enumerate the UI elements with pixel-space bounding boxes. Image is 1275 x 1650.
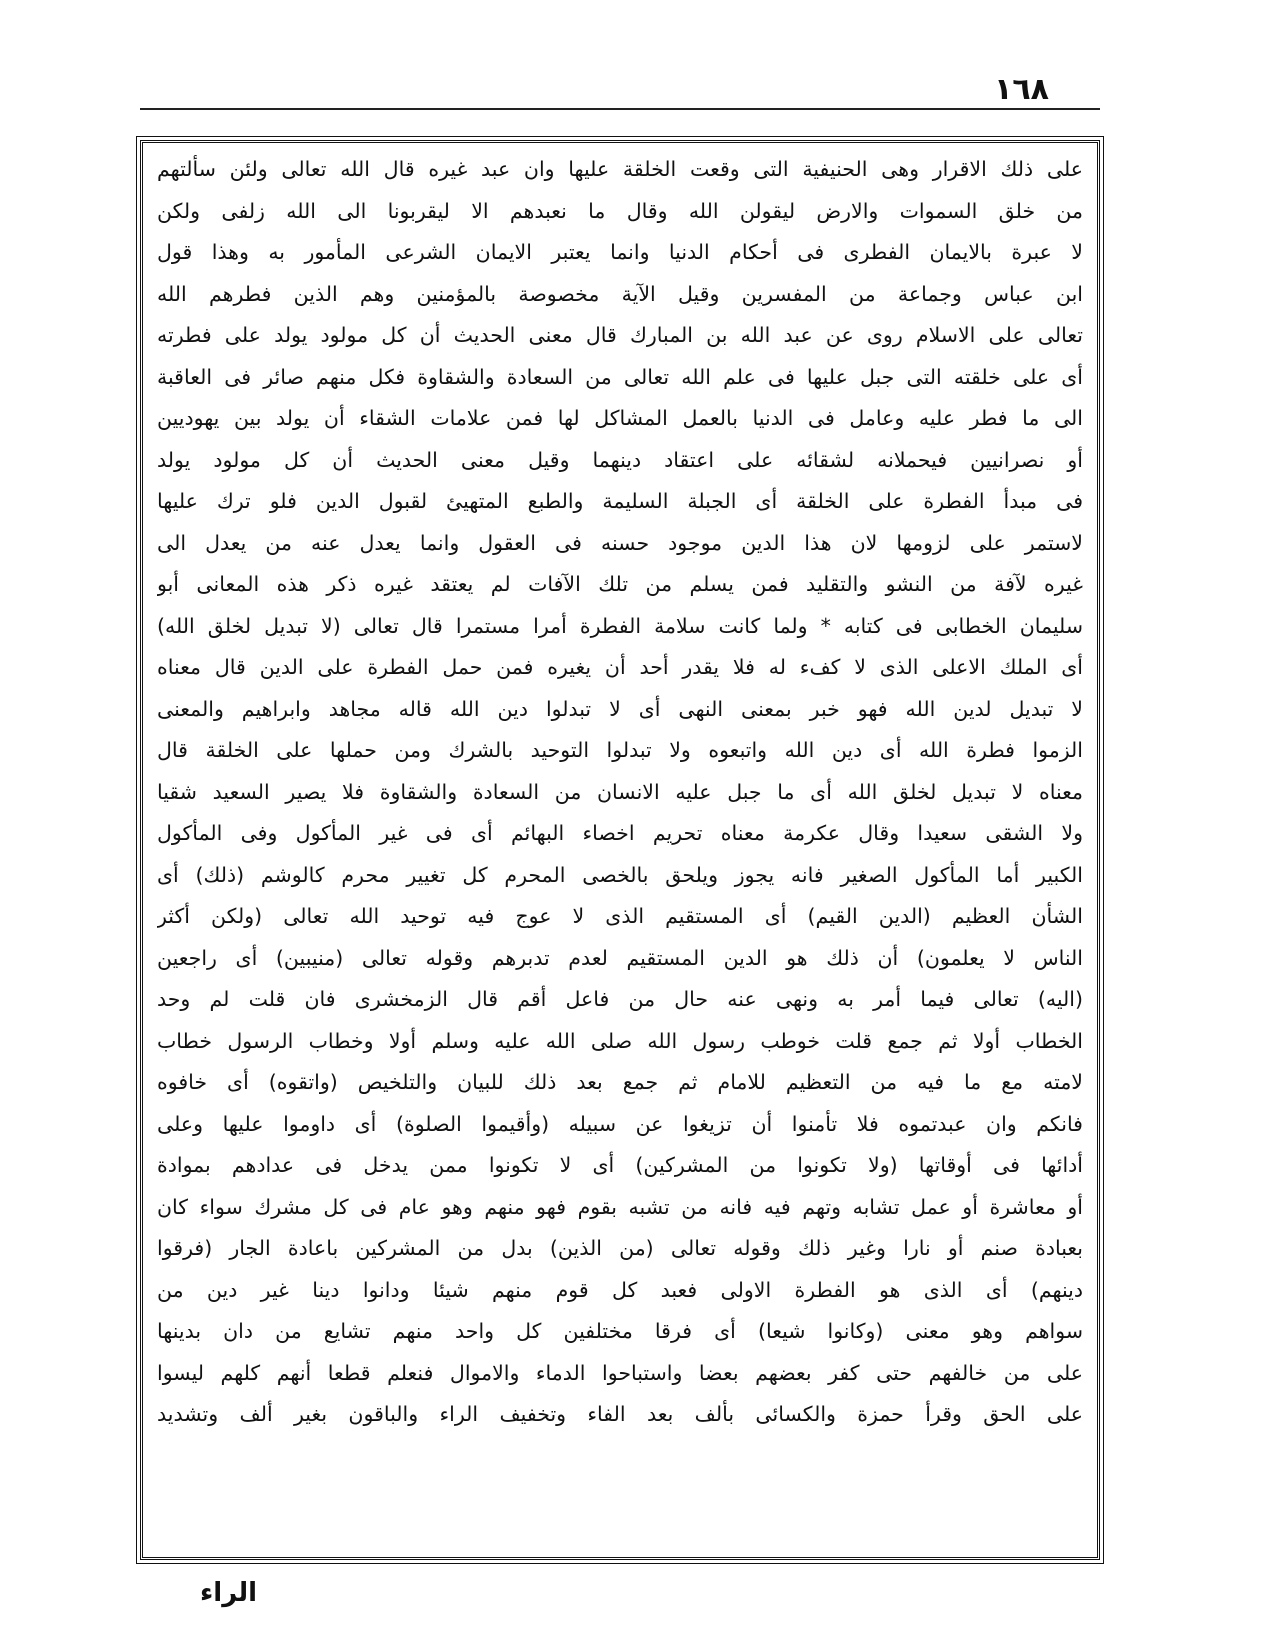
text-line: (اليه) تعالى فيما أمر به ونهى عنه حال من فاعل أقم قال الزمخشرى فان قلت لم وحد — [157, 987, 1083, 1011]
catchword: الراء — [200, 1578, 258, 1608]
text-line: تعالى على الاسلام روى عن عبد الله بن المبارك قال معنى الحديث أن كل مولود يولد على فطرته — [157, 323, 1083, 347]
text-line: معناه لا تبديل لخلق الله أى ما جبل عليه الانسان من السعادة والشقاوة فلا يصير السعيد شقيا — [157, 779, 1083, 804]
text-line: لا عبرة بالايمان الفطرى فى أحكام الدنيا وانما يعتبر الايمان الشرعى المأمور به وهذا قول — [157, 240, 1083, 264]
text-line: الكبير أما المأكول الصغير فانه يجوز ويلحق بالخصى المحرم كل تغيير محرم كالوشم (ذلك) أى — [157, 862, 1083, 887]
text-line: ابن عباس وجماعة من المفسرين وقيل الآية مخصوصة بالمؤمنين وهم الذين فطرهم الله — [157, 281, 1083, 306]
text-line: لا تبديل لدين الله فهو خبر بمعنى النهى أى لا تبدلوا دين الله قاله مجاهد وابراهيم والمعنى — [157, 696, 1083, 721]
text-line: بعبادة صنم أو نارا وغير ذلك وقوله تعالى (من الذين) بدل من المشركين باعادة الجار (فرقوا — [157, 1236, 1083, 1260]
text-line: سواهم وهو معنى (وكانوا شيعا) أى فرقا مختلفين كل واحد منهم تشايع من دان بدينها — [157, 1319, 1083, 1343]
text-line: فانكم وان عبدتموه فلا تأمنوا أن تزيغوا عن سبيله (وأقيموا الصلوة) أى داوموا عليها وعلى — [157, 1111, 1083, 1136]
text-line: غيره لآفة من النشو والتقليد فمن يسلم من تلك الآفات لم يعتقد غيره ذكر هذه المعانى أبو — [157, 572, 1083, 596]
text-line: دينهم) أى الذى هو الفطرة الاولى فعبد كل قوم منهم شيئا ودانوا دينا غير دين من — [157, 1277, 1083, 1302]
text-line: الى ما فطر عليه وعامل فى الدنيا بالعمل المشاكل لها فمن علامات الشقاء أن يولد بين يهوديين — [157, 406, 1083, 430]
text-line: أو معاشرة أو عمل تشابه وتهم فيه فانه من تشبه بقوم فهو منهم وهو عام فى كل مشرك سواء كان — [157, 1194, 1083, 1219]
text-line: أى على خلقته التى جبل عليها فى علم الله تعالى من السعادة والشقاوة فكل منهم صائر فى العاقبة — [157, 364, 1083, 389]
header-rule — [140, 108, 1100, 110]
text-line: سليمان الخطابى فى كتابه * ولما كانت سلامة الفطرة أمرا مستمرا قال تعالى (لا تبديل لخلق الله) — [157, 613, 1083, 638]
text-line: ولا الشقى سعيدا وقال عكرمة معناه تحريم اخصاء البهائم أى فى غير المأكول وفى المأكول — [157, 821, 1083, 845]
text-line: أدائها فى أوقاتها (ولا تكونوا من المشركين) أى لا تكونوا ممن يدخل فى عدادهم بموادة — [157, 1153, 1083, 1177]
text-frame — [140, 140, 1100, 1560]
text-line: الخطاب أولا ثم جمع قلت خوطب رسول الله صلى الله عليه وسلم أولا وخطاب الرسول خطاب — [157, 1028, 1083, 1053]
text-line: فى مبدأ الفطرة على الخلقة أى الجبلة السليمة والطبع المتهيئ لقبول الدين فلو ترك عليها — [157, 489, 1083, 513]
body-text — [157, 149, 1083, 1551]
text-line: لامته مع ما فيه من التعظيم للامام ثم جمع بعد ذلك للبيان والتلخيص (واتقوه) أى خافوه — [157, 1070, 1083, 1094]
text-line: من خلق السموات والارض ليقولن الله وقال ما نعبدهم الا ليقربونا الى الله زلفى ولكن — [157, 198, 1083, 223]
text-line: أو نصرانيين فيحملانه لشقائه على اعتقاد دينهما وقيل معنى الحديث أن كل مولود يولد — [157, 447, 1083, 472]
text-line: لاستمر على لزومها لان هذا الدين موجود حسنه فى العقول وانما يعدل عنه من يعدل الى — [157, 530, 1083, 555]
text-line: الشأن العظيم (الدين القيم) أى المستقيم الذى لا عوج فيه توحيد الله تعالى (ولكن أكثر — [157, 904, 1083, 928]
page-number: ١٦٨ — [994, 72, 1049, 107]
text-line: الزموا فطرة الله أى دين الله واتبعوه ولا تبدلوا التوحيد بالشرك ومن حملها على الخلقة قال — [157, 738, 1083, 762]
text-line: على الحق وقرأ حمزة والكسائى بألف بعد الفاء وتخفيف الراء والباقون بغير ألف وتشديد — [157, 1402, 1083, 1426]
text-line: على من خالفهم حتى كفر بعضهم بعضا واستباحوا الدماء والاموال فنعلم قطعا أنهم كلهم ليسوا — [157, 1360, 1083, 1385]
text-line: الناس لا يعلمون) أن ذلك هو الدين المستقيم لعدم تدبرهم وقوله تعالى (منيبين) أى راجعين — [157, 945, 1083, 970]
text-line: أى الملك الاعلى الذى لا كفء له فلا يقدر أحد أن يغيره فمن حمل الفطرة على الدين قال معناه — [157, 655, 1083, 679]
text-line: على ذلك الاقرار وهى الحنيفية التى وقعت الخلقة عليها وان عبد غيره قال الله تعالى ولئن سألتهم — [157, 157, 1083, 181]
